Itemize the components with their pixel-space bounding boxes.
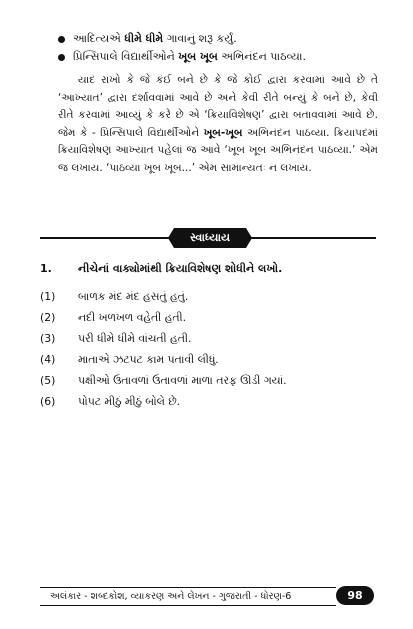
badge-right-arrow-icon bbox=[246, 228, 252, 248]
bullet-text: આદિત્યએ ધીમે ધીમે ગાવાનું શરૂ કર્યું. bbox=[73, 32, 237, 45]
footer-text: અલંકાર - શબ્દકોશ, વ્યાકરણ અને લેખન - ગુજરાતી - ધોરણ-6 bbox=[50, 591, 292, 602]
item-number: (5) bbox=[40, 374, 56, 387]
item-text: પોપટ મીઠું મીઠું બોલે છે. bbox=[78, 395, 181, 408]
list-item bbox=[40, 286, 380, 307]
item-text: નદી ખળખળ વહેતી હતી. bbox=[78, 311, 187, 324]
item-text: બાળક મંદ મંદ હસતું હતું. bbox=[78, 290, 189, 303]
question-number: 1. bbox=[40, 262, 52, 275]
item-number: (1) bbox=[40, 290, 56, 303]
bullet-item bbox=[58, 48, 378, 66]
item-text: પક્ષીઓ ઉતાવળાં ઉતાવળાં માળા તરફ ઊડી ગયાં. bbox=[78, 374, 287, 387]
bullet-dot-icon bbox=[58, 36, 65, 43]
bullet-text: પ્રિન્સિપાલે વિદ્યાર્થીઓને ખૂબ ખૂબ અભિનંદન પાઠવ્યા. bbox=[73, 50, 306, 63]
bullet-list bbox=[58, 30, 378, 66]
question-heading bbox=[40, 262, 380, 276]
list-item bbox=[40, 391, 380, 412]
item-number: (2) bbox=[40, 311, 56, 324]
bullet-dot-icon bbox=[58, 54, 65, 61]
item-number: (6) bbox=[40, 395, 56, 408]
question-text: નીચેનાં વાક્યોમાંથી ક્રિયાવિશેષણ શોધીને લખો. bbox=[78, 262, 283, 275]
list-item bbox=[40, 349, 380, 370]
explanation-paragraph: યાદ રાખો કે જે કંઈ બને છે કે જે કોઈ દ્વારા કરવામાં આવે છે તે ‘આખ્યાત’ દ્વારા દર્શાવવામાં આવે છે અને કેવી રીતે બન્યું કે બને છે, કેવી રીતે કરવામાં આવ્યું કે કરે છે એ ‘ક્રિયાવિશેષણ’ દ્વારા બતાવવામાં આવે છે. જેમ કે - પ્રિન્સિપાલે વિદ્યાર્થીઓને ખૂબ-ખૂબ અભિનંદન પાઠવ્યા. ક્રિયાપદમાં ક્રિયાવિશેષણ આખ્યાત પહેલાં જ આવે ‘ખૂબ ખૂબ અભિનંદન પાઠવ્યા.’ એમ જ લખાય. ‘પાઠવ્યા ખૂબ ખૂબ...’ એમ સામાન્યતઃ ન લખાય. bbox=[58, 74, 379, 174]
page-number: 98 bbox=[336, 586, 374, 605]
item-number: (4) bbox=[40, 353, 56, 366]
page-footer bbox=[40, 587, 336, 606]
item-text: પરી ધીમે ધીમે વાંચતી હતી. bbox=[78, 332, 192, 345]
item-text: માતાએ ઝટપટ કામ પતાવી લીધું. bbox=[78, 353, 219, 366]
section-title: સ્વાધ્યાય bbox=[174, 228, 246, 248]
list-item bbox=[40, 328, 380, 349]
list-item bbox=[40, 370, 380, 391]
section-badge bbox=[168, 228, 252, 248]
item-number: (3) bbox=[40, 332, 56, 345]
exercise-list bbox=[40, 286, 380, 412]
bullet-item bbox=[58, 30, 378, 48]
list-item bbox=[40, 307, 380, 328]
